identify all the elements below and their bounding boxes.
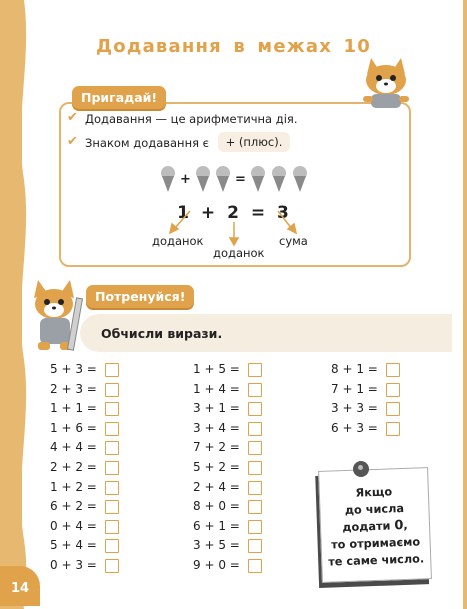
pin-icon: [353, 461, 369, 477]
answer-box[interactable]: [386, 363, 400, 377]
answer-box[interactable]: [248, 383, 262, 397]
exercise-expression: 1 + 4 =: [193, 381, 240, 396]
exercise-expression: 1 + 5 =: [193, 362, 240, 376]
answer-box[interactable]: [105, 441, 119, 455]
answer-box[interactable]: [248, 461, 262, 475]
formula-addend-b: 2: [227, 203, 240, 223]
exercise-expression: 1 + 2 =: [50, 479, 97, 494]
exercise-expression: 2 + 3 =: [50, 381, 97, 396]
hint-line: Якщо: [355, 485, 393, 500]
exercise-expression: 0 + 4 =: [50, 518, 97, 533]
exercise-expression: 1 + 1 =: [50, 401, 97, 416]
exercise-expression: 4 + 4 =: [50, 440, 97, 455]
rule-sign: Знаком додавання є: [85, 136, 209, 150]
answer-box[interactable]: [105, 520, 119, 534]
exercise-expression: 2 + 2 =: [50, 460, 97, 474]
hint-note-paper: [318, 467, 432, 583]
answer-box[interactable]: [105, 363, 119, 377]
answer-box[interactable]: [248, 441, 262, 455]
equals-sign: =: [235, 172, 246, 187]
answer-box[interactable]: [248, 520, 262, 534]
formula-addend-a: 1: [177, 203, 190, 223]
exercise-expression: 6 + 2 =: [50, 499, 97, 514]
page-number: 14: [0, 566, 40, 606]
hint-line: до числа: [344, 501, 405, 518]
check-icon: ✔: [67, 134, 78, 149]
formula-arrows: [0, 0, 467, 270]
answer-box[interactable]: [386, 383, 400, 397]
exercise-expression: 3 + 4 =: [193, 420, 240, 435]
remember-tag: Пригадай!: [72, 86, 166, 109]
answer-box[interactable]: [248, 481, 262, 495]
exercise-expression: 5 + 3 =: [50, 362, 97, 376]
exercise-expression: 0 + 3 =: [50, 558, 97, 572]
answer-box[interactable]: [248, 539, 262, 553]
answer-box[interactable]: [105, 422, 119, 436]
exercise-expression: 1 + 6 =: [50, 420, 97, 435]
label-addend-middle: доданок: [213, 246, 265, 260]
hint-line: то отримаємо: [330, 535, 421, 552]
answer-box[interactable]: [248, 363, 262, 377]
hint-line: те саме число.: [328, 552, 425, 569]
check-icon: ✔: [67, 110, 78, 125]
exercise-expression: 6 + 3 =: [331, 420, 378, 435]
formula-equals: =: [250, 203, 267, 223]
formula-sum: 3: [277, 203, 290, 223]
answer-box[interactable]: [248, 500, 262, 514]
exercise-expression: 3 + 1 =: [193, 401, 240, 416]
exercise-expression: 7 + 2 =: [193, 440, 240, 455]
plus-sign: +: [180, 172, 191, 187]
page-title: Додавання в межах 10: [96, 36, 371, 57]
exercise-expression: 9 + 0 =: [193, 558, 240, 572]
exercise-expression: 3 + 5 =: [193, 538, 240, 553]
answer-box[interactable]: [386, 402, 400, 416]
practice-tag: Потренуйся!: [86, 285, 194, 308]
answer-box[interactable]: [105, 500, 119, 514]
answer-box[interactable]: [105, 481, 119, 495]
answer-box[interactable]: [105, 402, 119, 416]
exercise-expression: 3 + 3 =: [331, 401, 378, 416]
exercise-expression: 6 + 1 =: [193, 518, 240, 533]
exercise-expression: 8 + 1 =: [331, 362, 378, 376]
hint-zero: 0: [394, 518, 404, 534]
answer-box[interactable]: [248, 402, 262, 416]
exercise-expression: 7 + 1 =: [331, 381, 378, 396]
exercise-expression: 5 + 2 =: [193, 460, 240, 474]
formula-plus: +: [200, 203, 217, 223]
cat-with-ruler-icon: [28, 278, 86, 354]
answer-box[interactable]: [105, 539, 119, 553]
plus-sign-chip: + (плюс).: [218, 132, 290, 152]
answer-box[interactable]: [248, 559, 262, 573]
label-addend-left: доданок: [152, 234, 204, 248]
answer-box[interactable]: [248, 422, 262, 436]
exercise-expression: 5 + 4 =: [50, 538, 97, 553]
answer-box[interactable]: [105, 461, 119, 475]
exercise-expression: 2 + 4 =: [193, 479, 240, 494]
label-sum: сума: [279, 234, 308, 248]
rule-definition: Додавання — це арифметична дія.: [85, 112, 298, 126]
hint-comma: ,: [403, 518, 408, 533]
exercise-expression: 8 + 0 =: [193, 499, 240, 514]
answer-box[interactable]: [105, 383, 119, 397]
answer-box[interactable]: [386, 422, 400, 436]
instruction-text: Обчисли вирази.: [101, 326, 223, 341]
answer-box[interactable]: [105, 559, 119, 573]
hint-line-text: додати: [342, 519, 395, 535]
hint-note: [312, 461, 434, 587]
